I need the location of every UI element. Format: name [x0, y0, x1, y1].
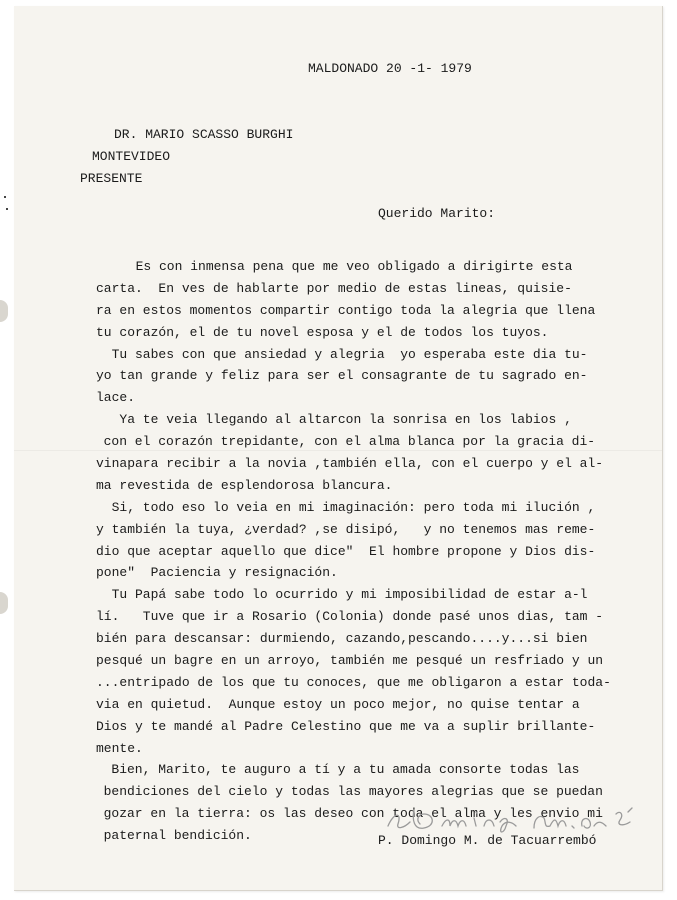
margin-mark — [6, 208, 8, 210]
body-line: bién para descansar: durmiendo, cazando,pescando....y...si bien — [96, 631, 588, 647]
body-line: mente. — [96, 740, 143, 756]
body-line: Bien, Marito, te auguro a tí y a tu amada consorte todas las — [88, 762, 580, 778]
place-date: MALDONADO 20 -1- 1979 — [308, 61, 472, 76]
salutation: Querido Marito: — [378, 206, 496, 221]
signature-typed: P. Domingo M. de Tacuarrembó — [378, 833, 597, 848]
punch-hole-bottom — [0, 592, 8, 614]
body-line: Si, todo eso lo veia en mi imaginación: pero toda mi ilución , — [96, 499, 596, 515]
body-line: lí. Tuve que ir a Rosario (Colonia) donde pasé unos dias, tam - — [96, 609, 604, 625]
body-line: lace. — [96, 390, 136, 406]
body-line: yo tan grande y feliz para ser el consagrante de tu sagrado en- — [96, 368, 588, 384]
addressee-note: PRESENTE — [80, 171, 143, 186]
body-line: Es con inmensa pena que me veo obligado a dirigirte esta — [120, 259, 573, 274]
body-line: Tu sabes con que ansiedad y alegria yo esperaba este dia tu- — [96, 346, 588, 362]
body-line: bendiciones del cielo y todas las mayores alegrias que se puedan — [88, 784, 603, 800]
body-line: pone" Paciencia y resignación. — [96, 565, 338, 581]
body-line: Dios y te mandé al Padre Celestino que me va a suplir brillante- — [96, 718, 596, 734]
body-line: carta. En ves de hablarte por medio de estas lineas, quisie- — [96, 280, 572, 296]
punch-hole-top — [0, 300, 8, 322]
body-line: dio que aceptar aquello que dice" El hombre propone y Dios dis- — [96, 543, 596, 559]
body-line: via en quietud. Aunque estoy un poco mejor, no quise tentar a — [96, 696, 580, 712]
body-line: ...entripado de los que tu conoces, que me obligaron a estar toda- — [96, 674, 611, 690]
body-line: con el corazón trepidante, con el alma blanca por la gracia di- — [88, 434, 596, 450]
body-line: Ya te veia llegando al altarcon la sonrisa en los labios , — [96, 412, 572, 428]
body-line: ma revestida de esplendorosa blancura. — [96, 477, 393, 493]
addressee-city: MONTEVIDEO — [92, 149, 171, 164]
body-line: vinapara recibir a la novia ,también ella, con el cuerpo y el al- — [96, 456, 604, 472]
body-line: paternal bendición. — [88, 828, 252, 844]
margin-mark — [4, 196, 6, 198]
body-line: pesqué un bagre en un arroyo, también me pesqué un resfriado y un — [96, 653, 604, 669]
body-line: tu corazón, el de tu novel esposa y el de todos los tuyos. — [96, 324, 549, 340]
body-line: ra en estos momentos compartir contigo toda la alegria que llena — [96, 302, 596, 318]
body-line: y también la tuya, ¿verdad? ,se disipó, y no tenemos mas reme- — [96, 521, 596, 537]
body-line: gozar en la tierra: os las deseo con toda el alma y les envio mi — [88, 806, 603, 822]
addressee-name: DR. MARIO SCASSO BURGHI — [114, 127, 294, 142]
letter-body — [88, 256, 664, 847]
body-line: Tu Papá sabe todo lo ocurrido y mi imposibilidad de estar a-l — [96, 587, 588, 603]
